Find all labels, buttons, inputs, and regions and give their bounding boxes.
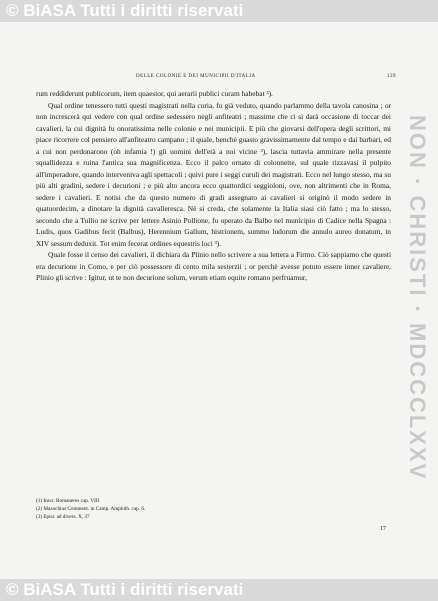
watermark-bottom: © BiASA Tutti i diritti riservati	[0, 579, 438, 601]
watermark-top: © BiASA Tutti i diritti riservati	[0, 0, 438, 22]
paragraph-census: Quale fosse il censo dei cavalieri, il dichiara da Plinio nello scrivere a sua lettera a Firmo. Ciò sappiamo che questi era decurione in Como, e per ciò possessore di cento mila sesterzii ; or perchè avesse potuto essere inner cavaliere, Plinio gli scrive : Igitur, ut te non decurione solum, verum etiam equite romano perfruamur,	[36, 250, 391, 282]
signature-mark: 17	[380, 526, 386, 532]
footnote: (3) Epist. ad divers. X, 37	[36, 514, 90, 521]
page-number: 139	[387, 74, 396, 79]
paragraph-continuation: rum reddiderunt publicorum, item quaestor, qui aerarii publici curam habebat ³).	[36, 89, 273, 98]
running-title: DELLE COLONIE E DEI MUNICIPII D'ITALIA	[136, 74, 256, 79]
library-seal-stamp: NON · CHRISTI · MDCCCLXXV	[405, 115, 430, 481]
footnotes	[36, 497, 286, 522]
paragraph-seating-order: Qual ordine tenessero tutti questi magistrati nella curia, fu già veduto, quando parlammo della tavola canosina ; or non increscerà qui vedere con qual ordine sedessero negli anfiteatri ; massime che ci si darà occasione di toccar dei cavalieri, la cui dignità fu onoratissima nelle colonie e nei municipii. E più che giovarsi dell'opera degli scrittori, mi piace ricorrere col pensiero all'anfiteatro campano ; il quale, benchè guasto gravissimamente dal tempo e dai barbari, ed a cui non perdonarono (oh infamia !) gli uomini dell'età a noi vicine ³), lascia tuttavia ammirare nella presente squallidezza e ruina l'antica sua magnificenza. Ecco il palco ornato di colonnette, sul quale rizzavasi il pulpito all'imperadore, quando interveniva agli spettacoli ; quivi pure i seggi curuli dei magistrati. Ecco nel lungo stesso, ma su più alti gradini, sedere i decurioni ; e più alto ancora ecco quattordici seggioloni, ove, non altrimenti che in Roma, sedere i cavalieri. E notisi che da questo numero di gradi assegnato ai cavalieri si originò il modo sedere in quatuordecim, a dinotare la dignità cavalleresca. Nè si creda, che solamente la Italia siasi ciò fatto ; ma lo stesso, secondo che a Tullio ne scrive per lettere Asinio Pollione, fu operato da Balbo nel municipio di Cadice nella Spagna : Ludis, quos Gadibus fecit (Balbus), Herennium Gallum, histrionem, summo ludorum die annulo aureo donatum, in XIV sessum deduxit. Tot enim fecerat ordines equestris loci ³).	[36, 100, 391, 248]
body-text	[36, 88, 391, 284]
footnote: (1) Inscr. Romaneres cap. VIII	[36, 498, 100, 504]
footnote: (2) Mazochius Comment. in Camp. Amphith. cap. 6.	[36, 506, 146, 513]
